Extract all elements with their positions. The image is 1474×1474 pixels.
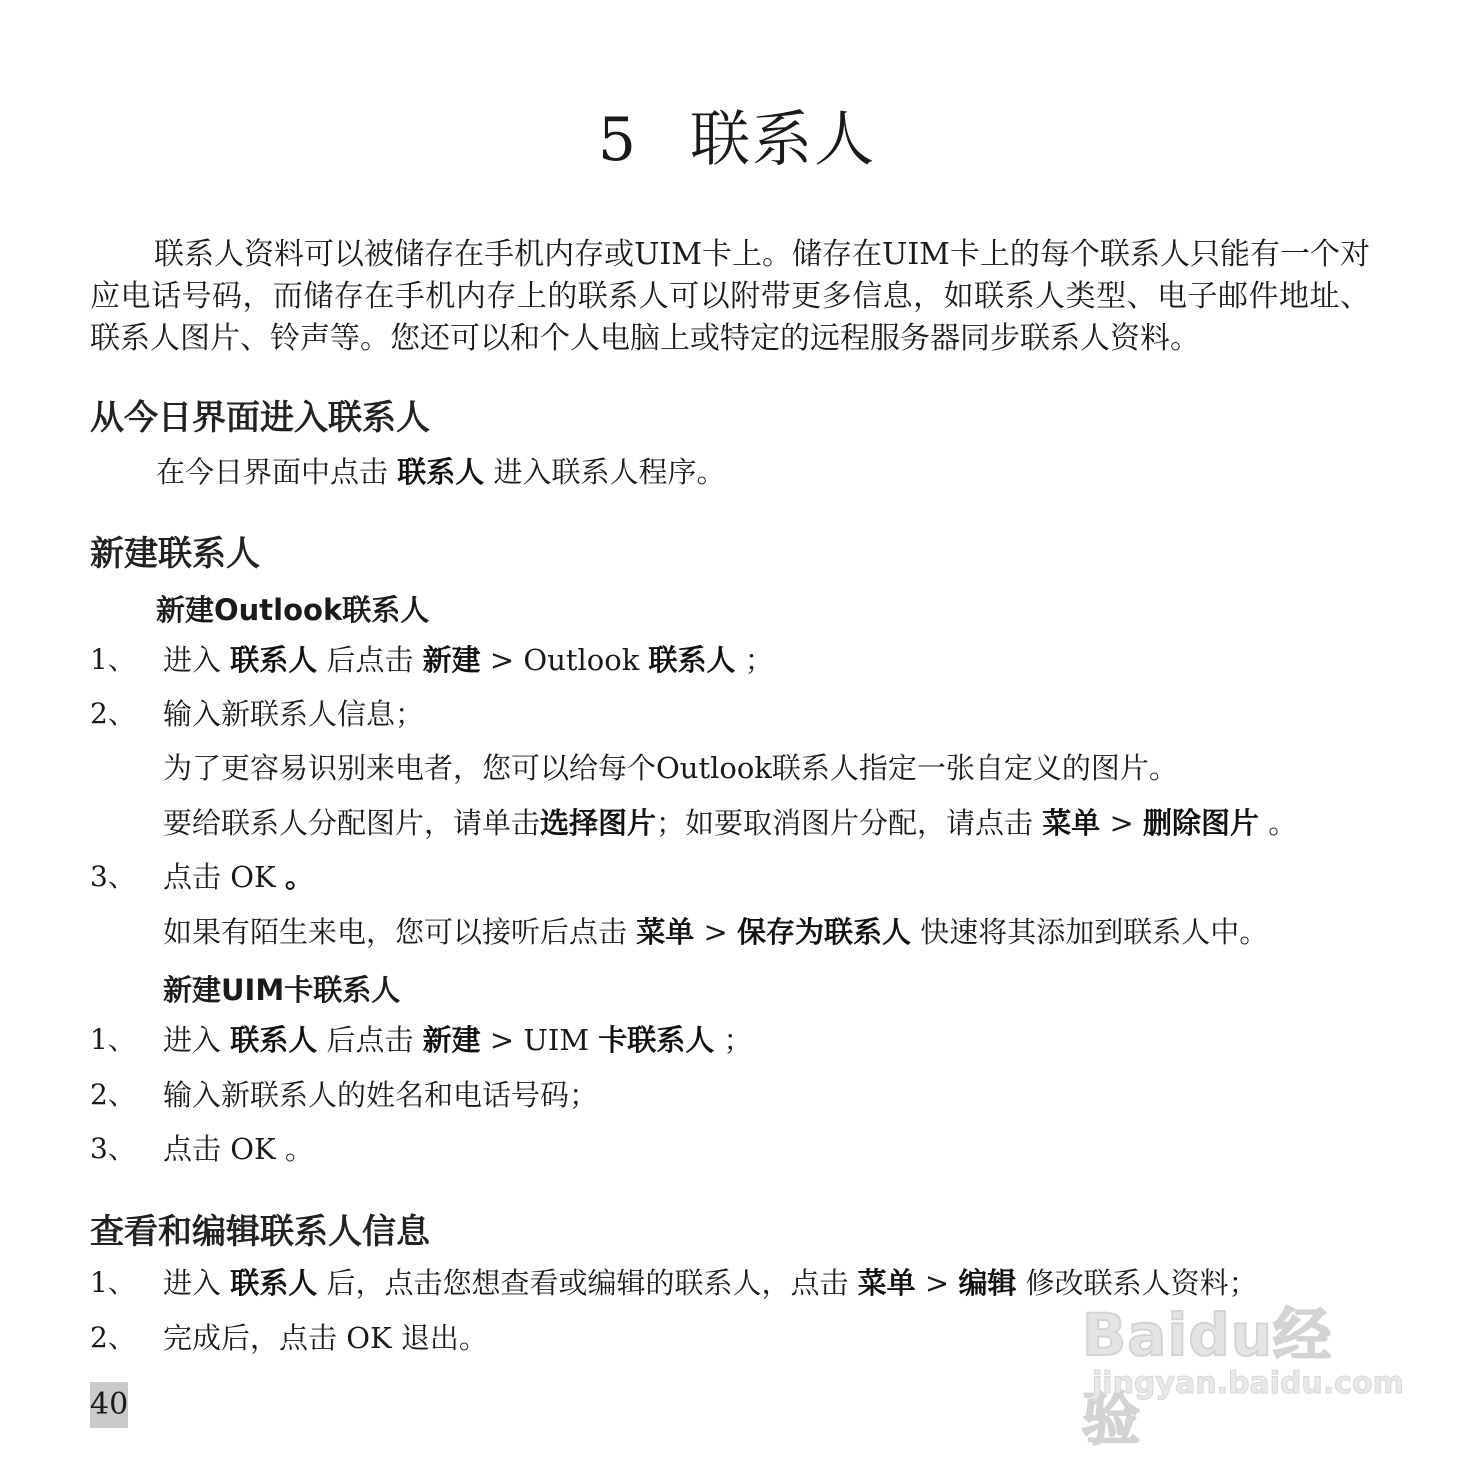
uim-contact-label: 卡联系人 bbox=[598, 1023, 715, 1057]
menu-label: 菜单 bbox=[1042, 806, 1101, 840]
delete-picture-label: 删除图片 bbox=[1143, 806, 1260, 840]
chapter-number: 5 bbox=[597, 105, 639, 175]
contacts-label: 联系人 bbox=[230, 1266, 318, 1300]
body-text: 在今日界面中点击 bbox=[156, 455, 398, 489]
note-text: 要给联系人分配图片，请单击 bbox=[163, 806, 541, 840]
chapter-title-text: 联系人 bbox=[690, 105, 877, 175]
section-heading-new: 新建联系人 bbox=[90, 534, 260, 574]
step-text: 输入新联系人的姓名和电话号码； bbox=[163, 1078, 599, 1112]
note-text: 。 bbox=[1259, 806, 1298, 840]
step-number: 1、 bbox=[90, 643, 136, 676]
contacts-label: 联系人 bbox=[230, 1023, 318, 1057]
step-text: 后，点击您想查看或编辑的联系人，点击 bbox=[317, 1266, 858, 1300]
step-text: 输入新联系人信息； bbox=[163, 697, 425, 731]
step-number: 1、 bbox=[90, 1266, 136, 1299]
step-number: 2、 bbox=[90, 1078, 136, 1111]
step-number: 2、 bbox=[90, 697, 136, 730]
step-text: > UIM bbox=[480, 1023, 599, 1057]
note-text: > bbox=[694, 915, 737, 949]
step-text: 修改联系人资料； bbox=[1016, 1266, 1258, 1300]
page-number: 40 bbox=[90, 1382, 128, 1428]
new-label: 新建 bbox=[422, 1023, 481, 1057]
section-today-body bbox=[156, 452, 725, 492]
body-text: 进入联系人程序。 bbox=[484, 455, 726, 489]
outlook-note-2 bbox=[163, 803, 1297, 843]
new-label: 新建 bbox=[422, 643, 481, 677]
period: 。 bbox=[284, 860, 314, 894]
step-number: 3、 bbox=[90, 1132, 136, 1165]
step-text: > bbox=[915, 1266, 959, 1300]
chapter-title bbox=[0, 92, 1474, 178]
step-number: 2、 bbox=[90, 1321, 136, 1354]
step-text: 后点击 bbox=[317, 643, 423, 677]
step-text: 完成后，点击 OK 退出。 bbox=[163, 1321, 488, 1355]
note-text: 快速将其添加到联系人中。 bbox=[911, 915, 1269, 949]
step-text: 点击 OK 。 bbox=[163, 1132, 314, 1166]
step-text: > Outlook bbox=[480, 643, 649, 677]
step-text: ； bbox=[714, 1023, 753, 1057]
intro-paragraph: 联系人资料可以被储存在手机内存或UIM卡上。储存在UIM卡上的每个联系人只能有一个对应电话号码，而储存在手机内存上的联系人可以附带更多信息，如联系人类型、电子邮件地址、联系人图片、铃声等。您还可以和个人电脑上或特定的远程服务器同步联系人资料。 bbox=[90, 237, 1370, 356]
contacts-label: 联系人 bbox=[648, 643, 736, 677]
select-picture-label: 选择图片 bbox=[540, 806, 657, 840]
step-text: 进入 bbox=[163, 1023, 231, 1057]
menu-label: 菜单 bbox=[636, 915, 695, 949]
step-text: 后点击 bbox=[317, 1023, 423, 1057]
watermark-url: jingyan.baidu.com bbox=[1092, 1366, 1404, 1401]
edit-label: 编辑 bbox=[958, 1266, 1017, 1300]
step-number: 1、 bbox=[90, 1023, 136, 1056]
outlook-note-3 bbox=[163, 912, 1268, 952]
step-text: ； bbox=[735, 643, 774, 677]
step-text: 进入 bbox=[163, 643, 231, 677]
menu-label: 菜单 bbox=[857, 1266, 916, 1300]
watermark-logo: Baidu经验 bbox=[1082, 1301, 1333, 1453]
contacts-label: 联系人 bbox=[397, 455, 485, 489]
outlook-note-1: 为了更容易识别来电者，您可以给每个Outlook联系人指定一张自定义的图片。 bbox=[163, 751, 1178, 785]
subheading-outlook: 新建Outlook联系人 bbox=[156, 593, 430, 627]
step-text: 进入 bbox=[163, 1266, 231, 1300]
note-text: > bbox=[1100, 806, 1144, 840]
contacts-label: 联系人 bbox=[230, 643, 318, 677]
section-heading-view-edit: 查看和编辑联系人信息 bbox=[90, 1212, 430, 1252]
note-text: 如果有陌生来电，您可以接听后点击 bbox=[163, 915, 637, 949]
baidu-watermark bbox=[1082, 1288, 1404, 1453]
note-text: ；如要取消图片分配，请点击 bbox=[656, 806, 1043, 840]
save-as-contact-label: 保存为联系人 bbox=[737, 915, 912, 949]
section-heading-today: 从今日界面进入联系人 bbox=[90, 398, 430, 438]
step-text: 点击 OK bbox=[163, 860, 285, 894]
subheading-uim: 新建UIM卡联系人 bbox=[163, 973, 401, 1007]
step-number: 3、 bbox=[90, 860, 136, 893]
